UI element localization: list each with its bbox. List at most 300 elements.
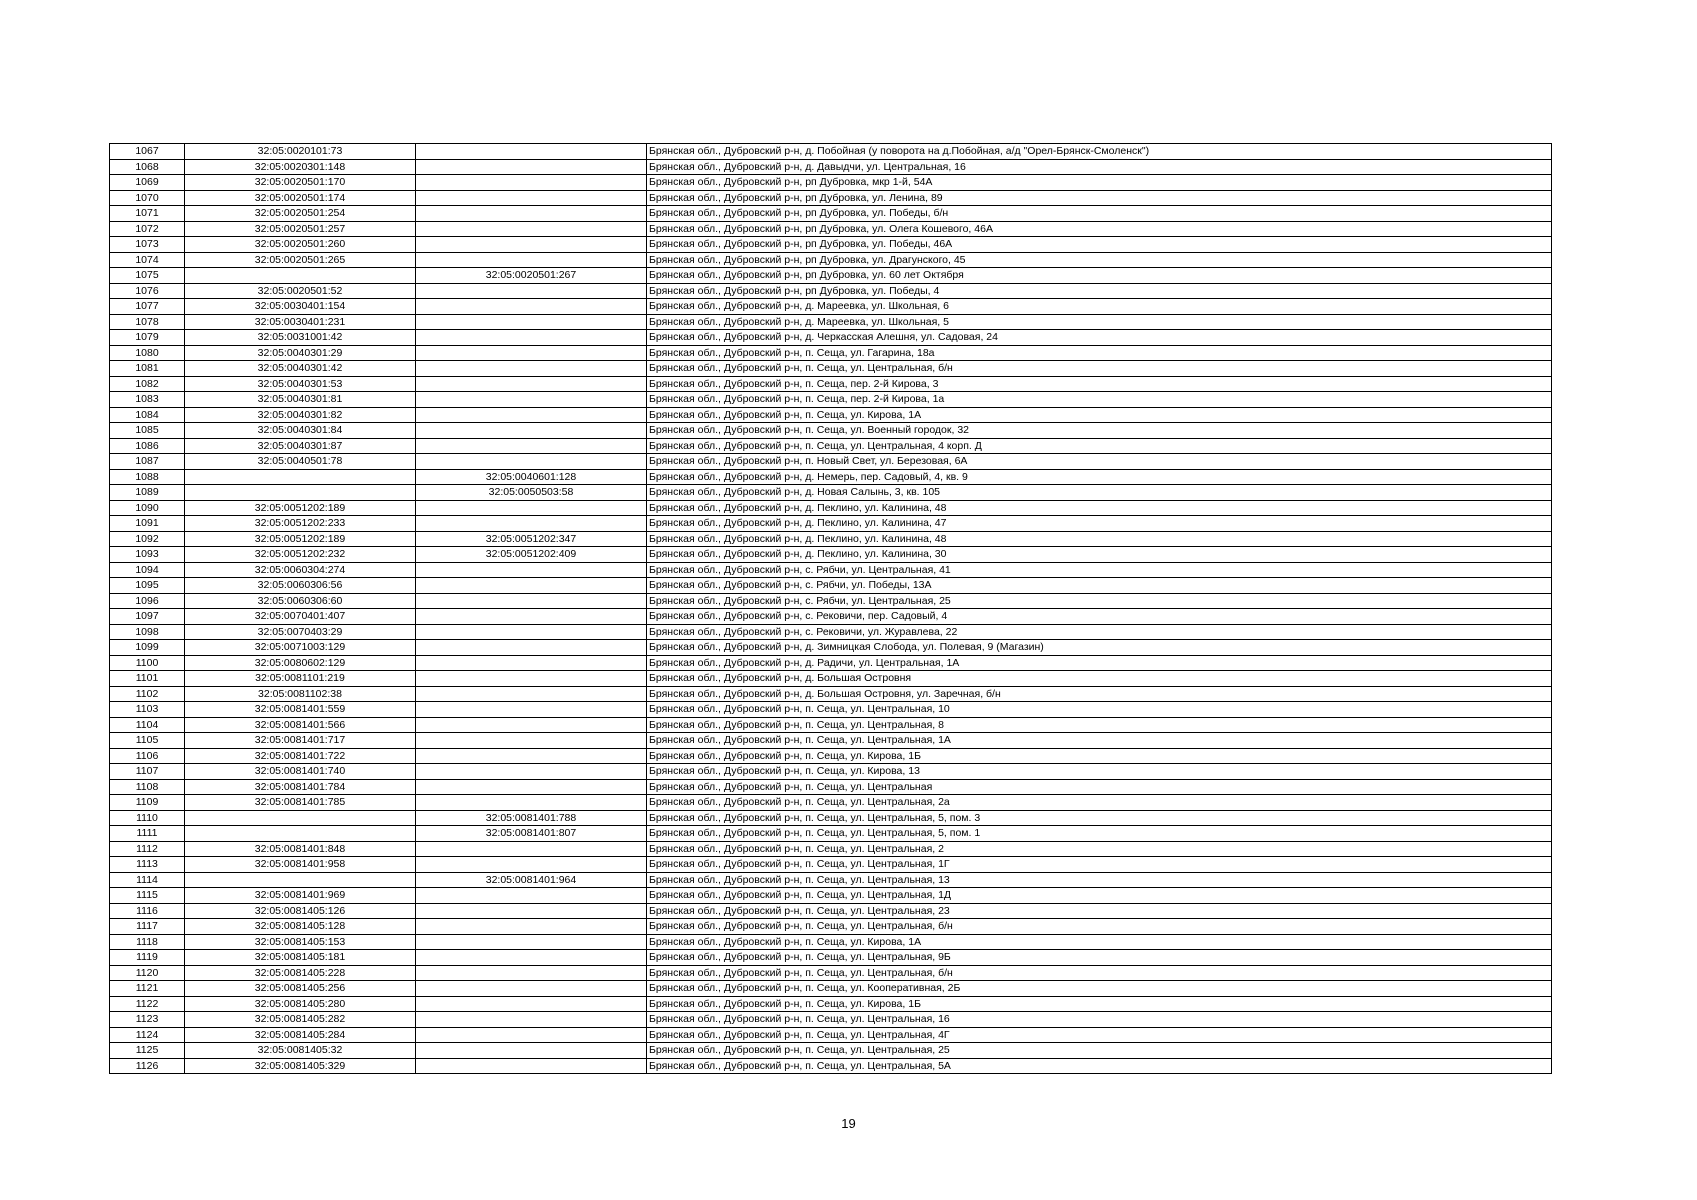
cadastral-number-cell: 32:05:0040301:42	[185, 361, 416, 377]
row-number-cell: 1088	[110, 469, 185, 485]
cadastral-number-2-cell	[416, 237, 647, 253]
row-number-cell: 1075	[110, 268, 185, 284]
row-number-cell: 1120	[110, 965, 185, 981]
address-cell: Брянская обл., Дубровский р-н, п. Сеща, ул. Центральная, 9Б	[647, 950, 1552, 966]
cadastral-number-2-cell	[416, 578, 647, 594]
row-number-cell: 1098	[110, 624, 185, 640]
address-cell: Брянская обл., Дубровский р-н, д. Мареевка, ул. Школьная, 6	[647, 299, 1552, 315]
address-cell: Брянская обл., Дубровский р-н, п. Сеща, ул. Центральная, 1Г	[647, 857, 1552, 873]
row-number-cell: 1122	[110, 996, 185, 1012]
page-number: 19	[841, 1116, 856, 1131]
address-cell: Брянская обл., Дубровский р-н, с. Рябчи, ул. Победы, 13А	[647, 578, 1552, 594]
table-row	[110, 438, 1552, 454]
cadastral-number-cell: 32:05:0020501:257	[185, 221, 416, 237]
address-cell: Брянская обл., Дубровский р-н, д. Побойная (у поворота на д.Побойная, а/д "Орел-Брянск-Смоленск")	[647, 144, 1552, 160]
cadastral-number-cell: 32:05:0081405:284	[185, 1027, 416, 1043]
table-row	[110, 516, 1552, 532]
cadastral-number-cell: 32:05:0081101:219	[185, 671, 416, 687]
cadastral-number-cell: 32:05:0070403:29	[185, 624, 416, 640]
address-cell: Брянская обл., Дубровский р-н, с. Рековичи, ул. Журавлева, 22	[647, 624, 1552, 640]
row-number-cell: 1074	[110, 252, 185, 268]
cadastral-number-cell: 32:05:0020101:73	[185, 144, 416, 160]
cadastral-number-2-cell	[416, 407, 647, 423]
row-number-cell: 1121	[110, 981, 185, 997]
cadastral-number-cell: 32:05:0020501:265	[185, 252, 416, 268]
cadastral-number-cell: 32:05:0081401:717	[185, 733, 416, 749]
cadastral-number-cell: 32:05:0040301:29	[185, 345, 416, 361]
table-row	[110, 996, 1552, 1012]
cadastral-number-2-cell	[416, 144, 647, 160]
table-row	[110, 748, 1552, 764]
row-number-cell: 1076	[110, 283, 185, 299]
row-number-cell: 1089	[110, 485, 185, 501]
cadastral-number-cell: 32:05:0081401:740	[185, 764, 416, 780]
address-cell: Брянская обл., Дубровский р-н, п. Сеща, ул. Центральная, 23	[647, 903, 1552, 919]
cadastral-number-cell: 32:05:0081405:126	[185, 903, 416, 919]
cadastral-number-cell: 32:05:0031001:42	[185, 330, 416, 346]
address-cell: Брянская обл., Дубровский р-н, п. Сеща, ул. Центральная, 5, пом. 3	[647, 810, 1552, 826]
row-number-cell: 1096	[110, 593, 185, 609]
cadastral-number-2-cell	[416, 671, 647, 687]
address-cell: Брянская обл., Дубровский р-н, п. Сеща, ул. Центральная, 8	[647, 717, 1552, 733]
cadastral-number-2-cell	[416, 423, 647, 439]
cadastral-number-cell: 32:05:0081405:153	[185, 934, 416, 950]
row-number-cell: 1067	[110, 144, 185, 160]
table-row	[110, 531, 1552, 547]
address-cell: Брянская обл., Дубровский р-н, п. Сеща, ул. Центральная, 5А	[647, 1058, 1552, 1074]
cadastral-number-2-cell	[416, 655, 647, 671]
address-cell: Брянская обл., Дубровский р-н, п. Сеща, ул. Центральная, 10	[647, 702, 1552, 718]
cadastral-number-cell: 32:05:0040301:81	[185, 392, 416, 408]
table-row	[110, 640, 1552, 656]
cadastral-number-cell: 32:05:0020501:254	[185, 206, 416, 222]
cadastral-number-cell: 32:05:0081405:256	[185, 981, 416, 997]
table-row	[110, 1058, 1552, 1074]
table-row	[110, 299, 1552, 315]
table-row	[110, 469, 1552, 485]
row-number-cell: 1090	[110, 500, 185, 516]
row-number-cell: 1082	[110, 376, 185, 392]
row-number-cell: 1114	[110, 872, 185, 888]
address-cell: Брянская обл., Дубровский р-н, рп Дубровка, ул. Победы, 46А	[647, 237, 1552, 253]
row-number-cell: 1068	[110, 159, 185, 175]
table-row	[110, 1012, 1552, 1028]
address-cell: Брянская обл., Дубровский р-н, рп Дубровка, ул. Победы, б/н	[647, 206, 1552, 222]
cadastral-number-cell: 32:05:0081405:228	[185, 965, 416, 981]
row-number-cell: 1071	[110, 206, 185, 222]
address-cell: Брянская обл., Дубровский р-н, д. Новая Салынь, 3, кв. 105	[647, 485, 1552, 501]
address-cell: Брянская обл., Дубровский р-н, п. Сеща, ул. Центральная, 2	[647, 841, 1552, 857]
address-cell: Брянская обл., Дубровский р-н, п. Сеща, ул. Центральная, 4Г	[647, 1027, 1552, 1043]
row-number-cell: 1077	[110, 299, 185, 315]
cadastral-number-cell: 32:05:0081405:282	[185, 1012, 416, 1028]
table-row	[110, 717, 1552, 733]
table-row	[110, 810, 1552, 826]
row-number-cell: 1123	[110, 1012, 185, 1028]
cadastral-number-2-cell	[416, 733, 647, 749]
address-cell: Брянская обл., Дубровский р-н, д. Радичи, ул. Центральная, 1А	[647, 655, 1552, 671]
row-number-cell: 1107	[110, 764, 185, 780]
table-row	[110, 407, 1552, 423]
row-number-cell: 1078	[110, 314, 185, 330]
cadastral-number-cell: 32:05:0070401:407	[185, 609, 416, 625]
cadastral-number-2-cell	[416, 748, 647, 764]
cadastral-number-2-cell	[416, 190, 647, 206]
cadastral-number-cell: 32:05:0080602:129	[185, 655, 416, 671]
cadastral-number-2-cell	[416, 1027, 647, 1043]
table-row	[110, 423, 1552, 439]
row-number-cell: 1093	[110, 547, 185, 563]
row-number-cell: 1086	[110, 438, 185, 454]
row-number-cell: 1095	[110, 578, 185, 594]
cadastral-number-cell: 32:05:0071003:129	[185, 640, 416, 656]
cadastral-number-2-cell: 32:05:0081401:788	[416, 810, 647, 826]
table-row	[110, 314, 1552, 330]
cadastral-number-2-cell	[416, 640, 647, 656]
row-number-cell: 1111	[110, 826, 185, 842]
row-number-cell: 1080	[110, 345, 185, 361]
address-cell: Брянская обл., Дубровский р-н, п. Сеща, ул. Кирова, 1А	[647, 934, 1552, 950]
cadastral-number-cell: 32:05:0081405:280	[185, 996, 416, 1012]
row-number-cell: 1092	[110, 531, 185, 547]
cadastral-number-cell	[185, 469, 416, 485]
address-cell: Брянская обл., Дубровский р-н, д. Пеклино, ул. Калинина, 48	[647, 500, 1552, 516]
row-number-cell: 1079	[110, 330, 185, 346]
cadastral-number-2-cell	[416, 392, 647, 408]
cadastral-number-cell: 32:05:0040301:87	[185, 438, 416, 454]
row-number-cell: 1118	[110, 934, 185, 950]
address-cell: Брянская обл., Дубровский р-н, п. Сеща, ул. Центральная, б/н	[647, 919, 1552, 935]
row-number-cell: 1094	[110, 562, 185, 578]
cadastral-number-2-cell	[416, 252, 647, 268]
table-body	[110, 144, 1552, 1074]
table-row	[110, 1043, 1552, 1059]
cadastral-number-cell: 32:05:0081405:128	[185, 919, 416, 935]
table-row	[110, 764, 1552, 780]
cadastral-number-2-cell	[416, 764, 647, 780]
cadastral-number-2-cell	[416, 609, 647, 625]
address-cell: Брянская обл., Дубровский р-н, д. Зимницкая Слобода, ул. Полевая, 9 (Магазин)	[647, 640, 1552, 656]
address-cell: Брянская обл., Дубровский р-н, с. Рябчи, ул. Центральная, 41	[647, 562, 1552, 578]
cadastral-number-2-cell	[416, 345, 647, 361]
row-number-cell: 1084	[110, 407, 185, 423]
row-number-cell: 1104	[110, 717, 185, 733]
cadastral-number-2-cell	[416, 562, 647, 578]
table-row	[110, 144, 1552, 160]
cadastral-number-2-cell	[416, 376, 647, 392]
address-cell: Брянская обл., Дубровский р-н, п. Сеща, ул. Кирова, 1А	[647, 407, 1552, 423]
cadastral-number-cell: 32:05:0081401:722	[185, 748, 416, 764]
cadastral-number-2-cell	[416, 857, 647, 873]
table-row	[110, 578, 1552, 594]
table-row	[110, 655, 1552, 671]
cadastral-number-2-cell	[416, 299, 647, 315]
address-cell: Брянская обл., Дубровский р-н, п. Сеща, ул. Кирова, 1Б	[647, 996, 1552, 1012]
cadastral-number-2-cell	[416, 888, 647, 904]
table-row	[110, 857, 1552, 873]
cadastral-number-2-cell	[416, 1058, 647, 1074]
table-row	[110, 283, 1552, 299]
address-cell: Брянская обл., Дубровский р-н, п. Сеща, ул. Центральная, б/н	[647, 965, 1552, 981]
cadastral-number-2-cell	[416, 965, 647, 981]
table-row	[110, 237, 1552, 253]
row-number-cell: 1100	[110, 655, 185, 671]
cadastral-number-2-cell	[416, 330, 647, 346]
cadastral-number-cell: 32:05:0040501:78	[185, 454, 416, 470]
address-cell: Брянская обл., Дубровский р-н, рп Дубровка, ул. Победы, 4	[647, 283, 1552, 299]
table-row	[110, 903, 1552, 919]
table-row	[110, 376, 1552, 392]
cadastral-number-2-cell	[416, 283, 647, 299]
cadastral-number-cell: 32:05:0081401:969	[185, 888, 416, 904]
cadastral-number-cell: 32:05:0020501:170	[185, 175, 416, 191]
table-row	[110, 159, 1552, 175]
address-cell: Брянская обл., Дубровский р-н, д. Пеклино, ул. Калинина, 47	[647, 516, 1552, 532]
cadastral-number-cell	[185, 826, 416, 842]
table-row	[110, 826, 1552, 842]
table-row	[110, 500, 1552, 516]
cadastral-number-2-cell: 32:05:0081401:807	[416, 826, 647, 842]
cadastral-number-cell: 32:05:0081405:181	[185, 950, 416, 966]
address-cell: Брянская обл., Дубровский р-н, п. Новый Свет, ул. Березовая, 6А	[647, 454, 1552, 470]
address-cell: Брянская обл., Дубровский р-н, рп Дубровка, ул. Олега Кошевого, 46А	[647, 221, 1552, 237]
cadastral-number-2-cell	[416, 717, 647, 733]
cadastral-number-2-cell	[416, 361, 647, 377]
row-number-cell: 1085	[110, 423, 185, 439]
address-cell: Брянская обл., Дубровский р-н, п. Сеща, ул. Центральная, 25	[647, 1043, 1552, 1059]
cadastral-number-2-cell	[416, 686, 647, 702]
registry-table	[109, 143, 1552, 1074]
address-cell: Брянская обл., Дубровский р-н, п. Сеща, ул. Кирова, 1Б	[647, 748, 1552, 764]
row-number-cell: 1102	[110, 686, 185, 702]
table-row	[110, 888, 1552, 904]
cadastral-number-cell: 32:05:0060306:60	[185, 593, 416, 609]
address-cell: Брянская обл., Дубровский р-н, д. Немерь, пер. Садовый, 4, кв. 9	[647, 469, 1552, 485]
address-cell: Брянская обл., Дубровский р-н, п. Сеща, ул. Военный городок, 32	[647, 423, 1552, 439]
table-row	[110, 934, 1552, 950]
cadastral-number-2-cell	[416, 702, 647, 718]
cadastral-number-cell: 32:05:0020301:148	[185, 159, 416, 175]
table-row	[110, 609, 1552, 625]
table-row	[110, 686, 1552, 702]
cadastral-number-cell: 32:05:0040301:84	[185, 423, 416, 439]
table-row	[110, 392, 1552, 408]
table-row	[110, 624, 1552, 640]
cadastral-number-cell: 32:05:0030401:231	[185, 314, 416, 330]
address-cell: Брянская обл., Дубровский р-н, с. Рябчи, ул. Центральная, 25	[647, 593, 1552, 609]
table-row	[110, 268, 1552, 284]
table-row	[110, 345, 1552, 361]
cadastral-number-cell: 32:05:0060306:56	[185, 578, 416, 594]
cadastral-number-cell: 32:05:0051202:189	[185, 500, 416, 516]
table-row	[110, 330, 1552, 346]
cadastral-number-2-cell	[416, 795, 647, 811]
address-cell: Брянская обл., Дубровский р-н, д. Большая Островня, ул. Заречная, б/н	[647, 686, 1552, 702]
address-cell: Брянская обл., Дубровский р-н, п. Сеща, ул. Центральная, 4 корп. Д	[647, 438, 1552, 454]
table-row	[110, 981, 1552, 997]
table-row	[110, 702, 1552, 718]
table-row	[110, 175, 1552, 191]
table-row	[110, 206, 1552, 222]
cadastral-number-2-cell	[416, 221, 647, 237]
row-number-cell: 1097	[110, 609, 185, 625]
table-row	[110, 562, 1552, 578]
cadastral-number-cell	[185, 485, 416, 501]
table-row	[110, 779, 1552, 795]
row-number-cell: 1126	[110, 1058, 185, 1074]
row-number-cell: 1106	[110, 748, 185, 764]
cadastral-number-2-cell	[416, 206, 647, 222]
address-cell: Брянская обл., Дубровский р-н, п. Сеща, ул. Центральная, 1Д	[647, 888, 1552, 904]
cadastral-number-2-cell	[416, 1043, 647, 1059]
address-cell: Брянская обл., Дубровский р-н, п. Сеща, ул. Центральная, 2а	[647, 795, 1552, 811]
cadastral-number-2-cell	[416, 919, 647, 935]
table-row	[110, 221, 1552, 237]
cadastral-number-2-cell	[416, 314, 647, 330]
row-number-cell: 1087	[110, 454, 185, 470]
address-cell: Брянская обл., Дубровский р-н, рп Дубровка, ул. Драгунского, 45	[647, 252, 1552, 268]
row-number-cell: 1125	[110, 1043, 185, 1059]
cadastral-number-cell: 32:05:0020501:174	[185, 190, 416, 206]
cadastral-number-cell: 32:05:0051202:233	[185, 516, 416, 532]
row-number-cell: 1110	[110, 810, 185, 826]
cadastral-number-cell: 32:05:0081401:566	[185, 717, 416, 733]
address-cell: Брянская обл., Дубровский р-н, д. Большая Островня	[647, 671, 1552, 687]
cadastral-number-cell: 32:05:0081401:785	[185, 795, 416, 811]
table-row	[110, 547, 1552, 563]
row-number-cell: 1115	[110, 888, 185, 904]
cadastral-number-2-cell	[416, 779, 647, 795]
cadastral-number-cell	[185, 872, 416, 888]
row-number-cell: 1072	[110, 221, 185, 237]
cadastral-number-2-cell	[416, 175, 647, 191]
address-cell: Брянская обл., Дубровский р-н, с. Рековичи, пер. Садовый, 4	[647, 609, 1552, 625]
row-number-cell: 1124	[110, 1027, 185, 1043]
address-cell: Брянская обл., Дубровский р-н, рп Дубровка, ул. 60 лет Октября	[647, 268, 1552, 284]
table-row	[110, 919, 1552, 935]
cadastral-number-cell: 32:05:0040301:82	[185, 407, 416, 423]
cadastral-number-cell	[185, 810, 416, 826]
cadastral-number-2-cell	[416, 159, 647, 175]
table-row	[110, 252, 1552, 268]
cadastral-number-2-cell: 32:05:0050503:58	[416, 485, 647, 501]
cadastral-number-cell: 32:05:0040301:53	[185, 376, 416, 392]
table-row	[110, 950, 1552, 966]
address-cell: Брянская обл., Дубровский р-н, п. Сеща, ул. Центральная, 1А	[647, 733, 1552, 749]
address-cell: Брянская обл., Дубровский р-н, рп Дубровка, ул. Ленина, 89	[647, 190, 1552, 206]
row-number-cell: 1113	[110, 857, 185, 873]
address-cell: Брянская обл., Дубровский р-н, п. Сеща, ул. Центральная, б/н	[647, 361, 1552, 377]
cadastral-number-cell: 32:05:0051202:189	[185, 531, 416, 547]
address-cell: Брянская обл., Дубровский р-н, п. Сеща, пер. 2-й Кирова, 3	[647, 376, 1552, 392]
address-cell: Брянская обл., Дубровский р-н, п. Сеща, ул. Центральная	[647, 779, 1552, 795]
cadastral-number-cell: 32:05:0081405:329	[185, 1058, 416, 1074]
cadastral-number-cell: 32:05:0081401:958	[185, 857, 416, 873]
table-row	[110, 795, 1552, 811]
cadastral-number-2-cell: 32:05:0020501:267	[416, 268, 647, 284]
cadastral-number-2-cell	[416, 841, 647, 857]
row-number-cell: 1069	[110, 175, 185, 191]
address-cell: Брянская обл., Дубровский р-н, п. Сеща, ул. Кирова, 13	[647, 764, 1552, 780]
address-cell: Брянская обл., Дубровский р-н, рп Дубровка, мкр 1-й, 54А	[647, 175, 1552, 191]
cadastral-number-2-cell: 32:05:0051202:409	[416, 547, 647, 563]
row-number-cell: 1109	[110, 795, 185, 811]
cadastral-number-cell: 32:05:0081102:38	[185, 686, 416, 702]
address-cell: Брянская обл., Дубровский р-н, п. Сеща, ул. Центральная, 13	[647, 872, 1552, 888]
table-row	[110, 361, 1552, 377]
table-row	[110, 454, 1552, 470]
cadastral-number-2-cell	[416, 996, 647, 1012]
table-row	[110, 733, 1552, 749]
cadastral-number-2-cell	[416, 593, 647, 609]
cadastral-number-cell: 32:05:0060304:274	[185, 562, 416, 578]
cadastral-number-2-cell	[416, 438, 647, 454]
address-cell: Брянская обл., Дубровский р-н, д. Давыдчи, ул. Центральная, 16	[647, 159, 1552, 175]
address-cell: Брянская обл., Дубровский р-н, д. Пеклино, ул. Калинина, 48	[647, 531, 1552, 547]
row-number-cell: 1091	[110, 516, 185, 532]
table-row	[110, 872, 1552, 888]
cadastral-number-2-cell	[416, 454, 647, 470]
table-row	[110, 965, 1552, 981]
cadastral-number-cell: 32:05:0051202:232	[185, 547, 416, 563]
row-number-cell: 1101	[110, 671, 185, 687]
row-number-cell: 1112	[110, 841, 185, 857]
address-cell: Брянская обл., Дубровский р-н, п. Сеща, ул. Кооперативная, 2Б	[647, 981, 1552, 997]
row-number-cell: 1105	[110, 733, 185, 749]
address-cell: Брянская обл., Дубровский р-н, д. Мареевка, ул. Школьная, 5	[647, 314, 1552, 330]
cadastral-number-2-cell	[416, 950, 647, 966]
cadastral-number-cell: 32:05:0081401:559	[185, 702, 416, 718]
cadastral-number-cell: 32:05:0081401:848	[185, 841, 416, 857]
row-number-cell: 1117	[110, 919, 185, 935]
table-row	[110, 671, 1552, 687]
cadastral-number-2-cell: 32:05:0040601:128	[416, 469, 647, 485]
row-number-cell: 1073	[110, 237, 185, 253]
cadastral-number-cell	[185, 268, 416, 284]
row-number-cell: 1116	[110, 903, 185, 919]
cadastral-number-cell: 32:05:0020501:260	[185, 237, 416, 253]
table-row	[110, 190, 1552, 206]
address-cell: Брянская обл., Дубровский р-н, п. Сеща, пер. 2-й Кирова, 1а	[647, 392, 1552, 408]
cadastral-number-2-cell	[416, 1012, 647, 1028]
cadastral-number-2-cell	[416, 934, 647, 950]
row-number-cell: 1070	[110, 190, 185, 206]
table-row	[110, 1027, 1552, 1043]
cadastral-number-cell: 32:05:0020501:52	[185, 283, 416, 299]
address-cell: Брянская обл., Дубровский р-н, д. Черкасская Алешня, ул. Садовая, 24	[647, 330, 1552, 346]
cadastral-number-2-cell	[416, 516, 647, 532]
table-row	[110, 485, 1552, 501]
cadastral-number-2-cell: 32:05:0081401:964	[416, 872, 647, 888]
address-cell: Брянская обл., Дубровский р-н, п. Сеща, ул. Центральная, 5, пом. 1	[647, 826, 1552, 842]
row-number-cell: 1108	[110, 779, 185, 795]
table-row	[110, 593, 1552, 609]
row-number-cell: 1083	[110, 392, 185, 408]
row-number-cell: 1081	[110, 361, 185, 377]
address-cell: Брянская обл., Дубровский р-н, п. Сеща, ул. Центральная, 16	[647, 1012, 1552, 1028]
cadastral-number-2-cell	[416, 981, 647, 997]
cadastral-number-2-cell	[416, 500, 647, 516]
row-number-cell: 1099	[110, 640, 185, 656]
row-number-cell: 1119	[110, 950, 185, 966]
address-cell: Брянская обл., Дубровский р-н, д. Пеклино, ул. Калинина, 30	[647, 547, 1552, 563]
table-row	[110, 841, 1552, 857]
cadastral-number-cell: 32:05:0081401:784	[185, 779, 416, 795]
address-cell: Брянская обл., Дубровский р-н, п. Сеща, ул. Гагарина, 18а	[647, 345, 1552, 361]
cadastral-number-2-cell	[416, 903, 647, 919]
row-number-cell: 1103	[110, 702, 185, 718]
cadastral-number-cell: 32:05:0081405:32	[185, 1043, 416, 1059]
